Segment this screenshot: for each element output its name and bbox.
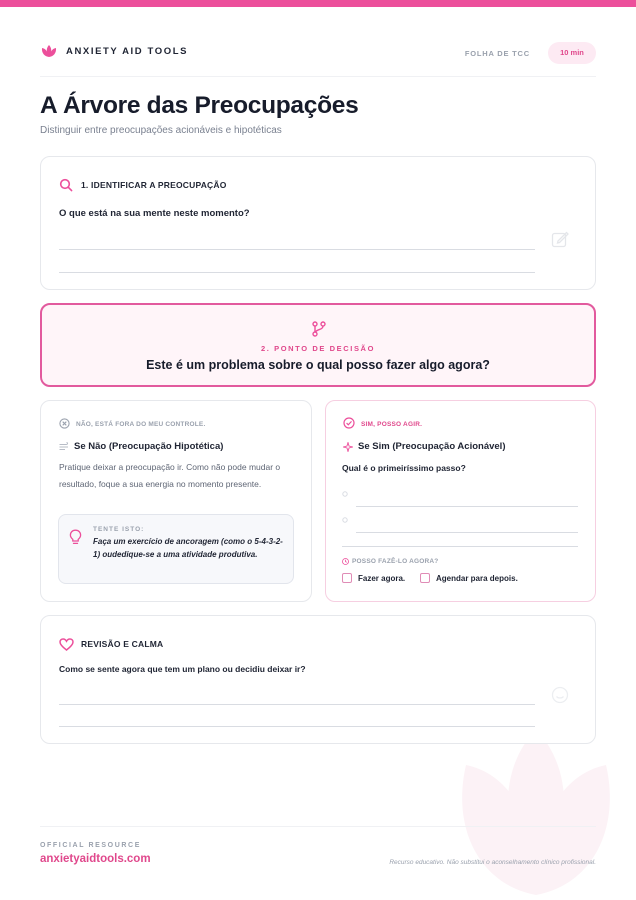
sheet-type-label: FOLHA DE TCC: [464, 49, 530, 58]
review-card: [40, 615, 596, 744]
branch-no-text: Pratique deixar a preocupação ir. Como não pode mudar o resultado, foque a sua energia no momento presente.: [59, 462, 281, 489]
bullet-dot-icon: [342, 491, 348, 497]
smile-icon: [551, 686, 569, 704]
review-answer-line[interactable]: [59, 704, 535, 705]
schedule-later-label: Agendar para depois.: [436, 574, 518, 583]
x-circle-icon: [59, 418, 70, 429]
tip-label: TENTE ISTO:: [93, 526, 145, 533]
do-now-label: Fazer agora.: [358, 574, 406, 583]
review-section-title: REVISÃO E CALMA: [81, 639, 164, 649]
search-icon: [59, 178, 73, 192]
decision-step-label: 2. PONTO DE DECISÃO: [260, 344, 376, 353]
identify-question: O que está na sua mente neste momento?: [59, 208, 250, 219]
review-answer-line[interactable]: [59, 726, 535, 727]
branch-yes-card: [325, 400, 596, 602]
decision-point-card: [40, 303, 596, 387]
branch-yes-title: Se Sim (Preocupação Acionável): [358, 441, 506, 452]
identify-worry-card: [40, 156, 596, 290]
answer-line[interactable]: [59, 249, 535, 250]
schedule-later-checkbox[interactable]: [420, 573, 430, 583]
page-subtitle: Distinguir entre preocupações acionáveis e hipotéticas: [40, 125, 282, 136]
sparkle-icon: [343, 442, 353, 452]
page-title: A Árvore das Preocupações: [40, 92, 359, 119]
lightbulb-icon: [69, 529, 82, 545]
step-answer-line[interactable]: [356, 506, 578, 507]
heart-icon: [59, 638, 74, 651]
do-now-checkbox[interactable]: [342, 573, 352, 583]
top-accent-bar: [0, 0, 636, 7]
brand: [40, 44, 188, 58]
tip-box: [58, 514, 294, 584]
decision-question: Este é um problema sobre o qual posso fazer algo agora?: [146, 358, 490, 372]
edit-icon: [551, 230, 569, 248]
check-circle-icon: [343, 417, 355, 429]
git-branch-icon: [312, 321, 326, 337]
brand-name: ANXIETY AID TOOLS: [66, 45, 189, 57]
step-answer-line[interactable]: [356, 532, 578, 533]
bullet-dot-icon: [342, 517, 348, 523]
lotus-watermark-icon: [426, 720, 636, 900]
header: [40, 40, 596, 68]
branch-no-tag: NÃO, ESTÁ FORA DO MEU CONTROLE.: [76, 421, 206, 428]
can-do-now-question: POSSO FAZÊ-LO AGORA?: [352, 558, 439, 565]
tip-text: Faça um exercício de ancoragem (como o 5-4-3-2-1) oudedique-se a uma atividade produtiva.: [93, 537, 283, 559]
duration-badge: 10 min: [548, 42, 596, 64]
clock-icon: [342, 558, 349, 565]
footer-label: OFFICIAL RESOURCE: [40, 842, 141, 849]
step-answer-line[interactable]: [342, 546, 578, 547]
identify-section-title: 1. IDENTIFICAR A PREOCUPAÇÃO: [81, 180, 227, 190]
answer-line[interactable]: [59, 272, 535, 273]
first-step-question: Qual é o primeiríssimo passo?: [342, 463, 466, 473]
lotus-logo-icon: [40, 44, 58, 58]
footer-disclaimer: Recurso educativo. Não substitui o aconselhamento clínico profissional.: [389, 859, 596, 866]
review-question: Como se sente agora que tem um plano ou decidiu deixar ir?: [59, 664, 306, 674]
branch-no-title: Se Não (Preocupação Hipotética): [74, 441, 224, 452]
branch-yes-tag: SIM, POSSO AGIR.: [361, 421, 423, 428]
header-divider: [40, 76, 596, 77]
footer-url-link[interactable]: anxietyaidtools.com: [40, 853, 151, 865]
footer-divider: [40, 826, 596, 827]
wind-icon: [59, 442, 70, 451]
